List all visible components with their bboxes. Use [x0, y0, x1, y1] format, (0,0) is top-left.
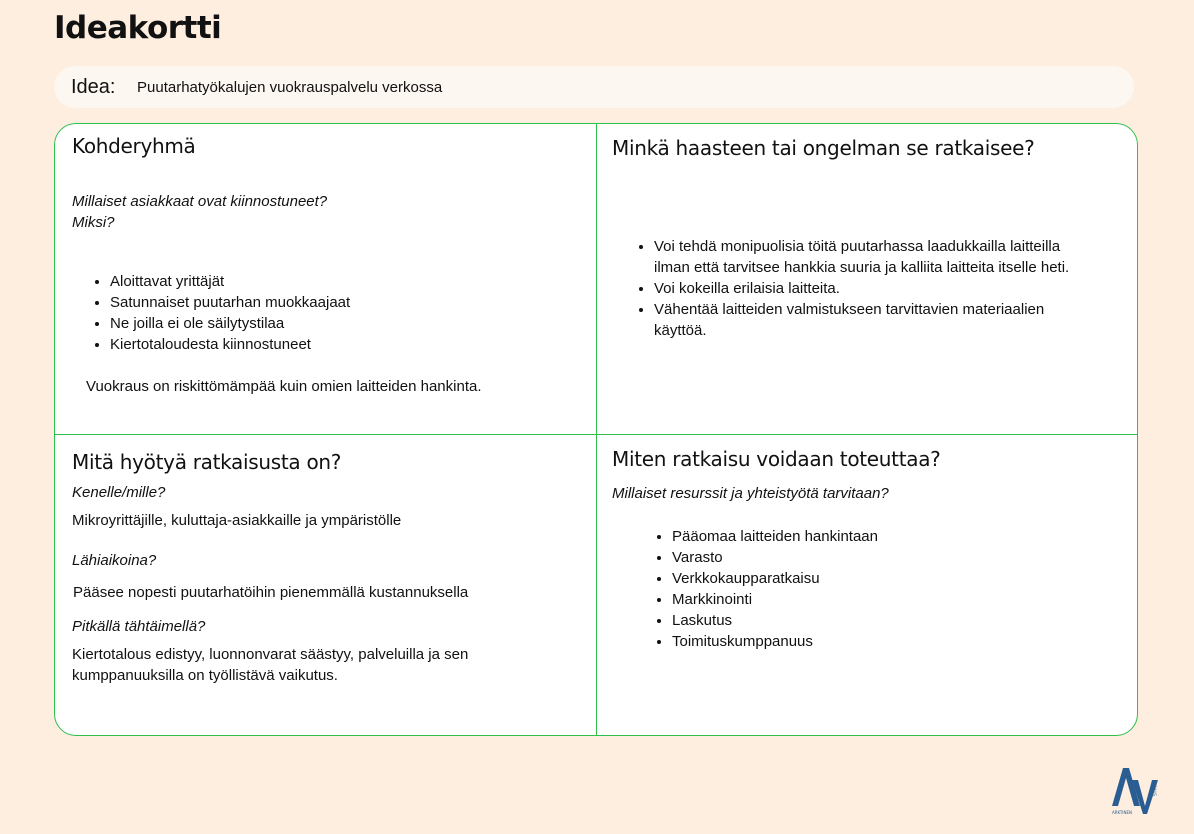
benefits-section	[72, 450, 582, 686]
problem-list	[612, 236, 1074, 341]
arktinen-viisaus-logo	[1110, 766, 1164, 816]
target-group-heading: Kohderyhmä	[72, 134, 196, 158]
idea-field	[54, 66, 1134, 108]
long-term-answer: Kiertotalous edistyy, luonnonvarat säästyy, palveluilla ja sen kumppanuuksilla on työllistävä vaikutus.	[72, 646, 469, 684]
benefits-heading: Mitä hyötyä ratkaisusta on?	[72, 450, 342, 474]
target-group-question-line1: Millaiset asiakkaat ovat kiinnostuneet?	[72, 193, 328, 210]
list-item: • Aloittavat yrittäjät	[110, 271, 582, 292]
target-group-note: Vuokraus on riskittömämpää kuin omien laitteiden hankinta.	[86, 378, 482, 395]
list-item: • Voi kokeilla erilaisia laitteita.	[654, 278, 1074, 299]
list-item: • Verkkokaupparatkaisu	[672, 568, 1112, 589]
implementation-question: Millaiset resurssit ja yhteistyötä tarvitaan?	[612, 485, 889, 502]
target-group-list	[72, 271, 582, 355]
implementation-heading: Miten ratkaisu voidaan toteuttaa?	[612, 447, 941, 471]
for-whom-answer: Mikroyrittäjille, kuluttaja-asiakkaille ja ympäristölle	[72, 512, 402, 529]
page-title: Ideakortti	[54, 10, 222, 46]
vertical-divider	[596, 124, 597, 735]
horizontal-divider	[55, 434, 1137, 435]
target-group-question	[72, 191, 582, 233]
target-group-section	[72, 134, 582, 397]
list-item: • Ne joilla ei ole säilytystilaa	[110, 313, 582, 334]
logo-side-text: VIISAUS	[1152, 780, 1157, 796]
target-group-question-line2: Miksi?	[72, 214, 115, 231]
idea-card-grid	[54, 123, 1138, 736]
problem-heading: Minkä haasteen tai ongelman se ratkaisee?	[612, 136, 1035, 160]
idea-value: Puutarhatyökalujen vuokrauspalvelu verkossa	[137, 79, 443, 96]
implementation-section	[612, 447, 1112, 652]
list-item: • Varasto	[672, 547, 1112, 568]
idea-label: Idea:	[71, 76, 116, 98]
list-item: • Vähentää laitteiden valmistukseen tarvittavien materiaalien käyttöä.	[654, 299, 1074, 341]
for-whom-question: Kenelle/mille?	[72, 484, 166, 501]
list-item: • Markkinointi	[672, 589, 1112, 610]
implementation-list	[612, 526, 1112, 652]
problem-section	[612, 136, 1112, 341]
short-term-question: Lähiaikoina?	[72, 552, 157, 569]
long-term-question: Pitkällä tähtäimellä?	[72, 618, 206, 635]
list-item: • Kiertotaloudesta kiinnostuneet	[110, 334, 582, 355]
list-item: • Voi tehdä monipuolisia töitä puutarhassa laadukkailla laitteilla ilman että tarvitsee hankkia suuria ja kalliita laitteita itselle heti.	[654, 236, 1074, 278]
list-item: • Toimituskumppanuus	[672, 631, 1112, 652]
list-item: • Satunnaiset puutarhan muokkaajaat	[110, 292, 582, 313]
list-item: • Laskutus	[672, 610, 1112, 631]
list-item: • Pääomaa laitteiden hankintaan	[672, 526, 1112, 547]
logo-bottom-text: ARKTINEN	[1112, 810, 1132, 815]
short-term-answer: Pääsee nopesti puutarhatöihin pienemmällä kustannuksella	[73, 584, 469, 601]
